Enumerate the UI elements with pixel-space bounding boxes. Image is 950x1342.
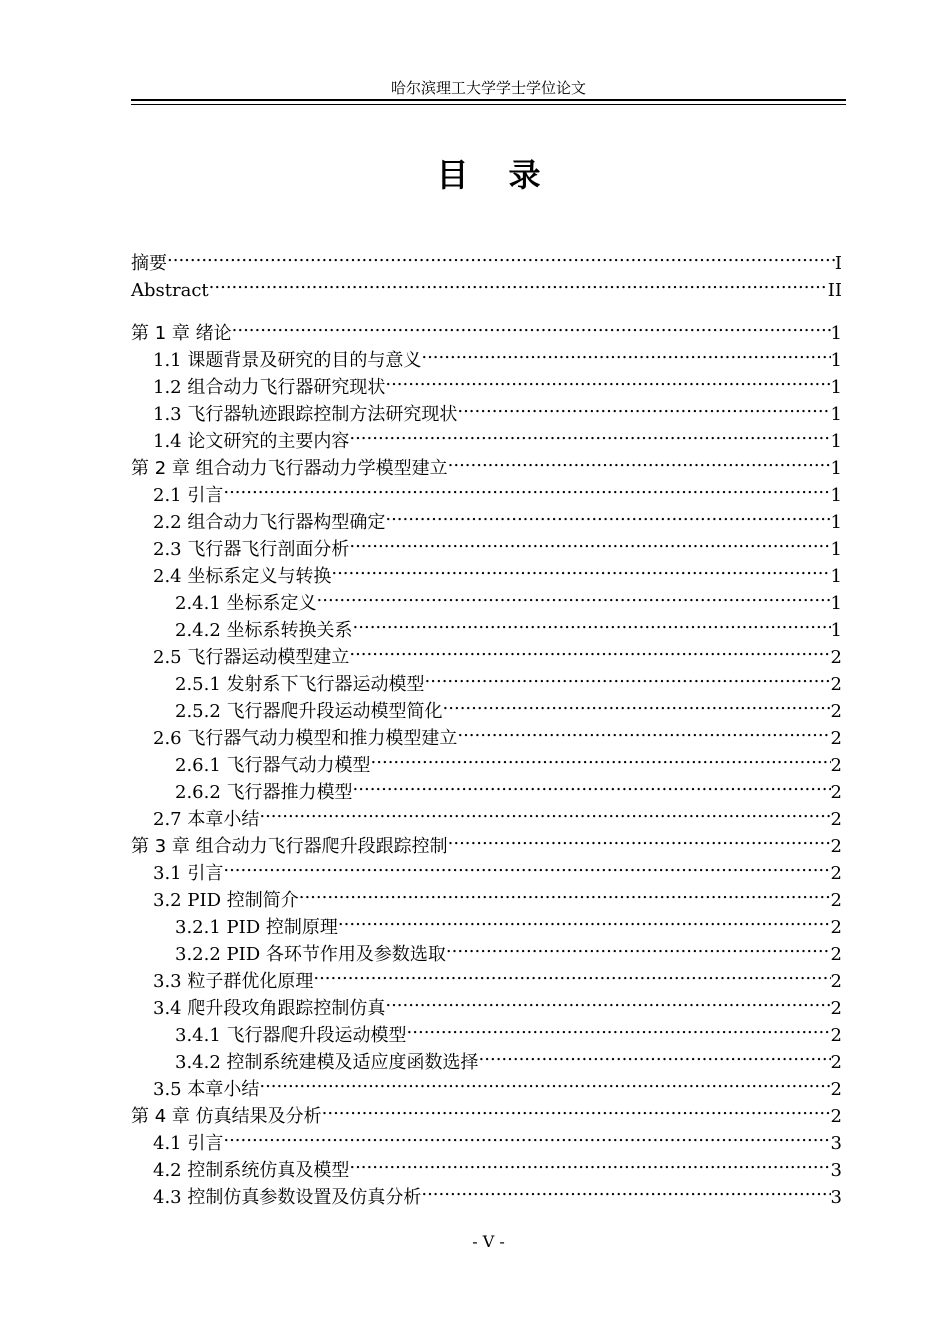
toc-entry-page: 2: [830, 647, 842, 668]
toc-leader-dots: [457, 717, 830, 744]
toc-leader-dots: [407, 1014, 831, 1041]
toc-entry-label: 4.3 控制仿真参数设置及仿真分析: [153, 1187, 422, 1208]
toc-leader-dots: [349, 636, 830, 663]
toc-entry[interactable]: [131, 501, 842, 533]
toc-entry-label: 1.3 飞行器轨迹跟踪控制方法研究现状: [153, 404, 458, 425]
toc-entry-page: 2: [830, 755, 842, 776]
page-title: 目录: [436, 156, 581, 194]
toc-leader-dots: [331, 555, 830, 582]
toc-entry-label: 2.5.2 飞行器爬升段运动模型简化: [175, 701, 443, 722]
toc-leader-dots: [338, 906, 831, 933]
toc-entry[interactable]: [131, 269, 842, 301]
toc-entry-label: 第 1 章 绪论: [131, 323, 232, 344]
toc-entry-label: 第 2 章 组合动力飞行器动力学模型建立: [131, 458, 448, 479]
toc-entry-label: 第 4 章 仿真结果及分析: [131, 1106, 322, 1127]
toc-entry-label: 2.6 飞行器气动力模型和推力模型建立: [153, 728, 458, 749]
running-header: 哈尔滨理工大学学士学位论文: [390, 79, 586, 97]
toc-entry-label: 2.4.2 坐标系转换关系: [175, 620, 353, 641]
toc-gap: [131, 296, 842, 312]
toc-entry-page: 2: [830, 1079, 842, 1100]
toc-entry-label: 第 3 章 组合动力飞行器爬升段跟踪控制: [131, 836, 448, 857]
toc-entry-label: 摘要: [131, 253, 167, 274]
toc-leader-dots: [349, 528, 830, 555]
toc-entry[interactable]: [131, 1122, 842, 1154]
toc-entry-page: 2: [830, 917, 842, 938]
toc-entry-page: 2: [830, 890, 842, 911]
toc-entry[interactable]: [131, 1149, 842, 1181]
toc-leader-dots: [353, 771, 831, 798]
toc-leader-dots: [232, 312, 831, 339]
toc-entry-page: 1: [830, 404, 842, 425]
toc-entry-label: 1.1 课题背景及研究的目的与意义: [153, 350, 422, 371]
toc-entry-page: 1: [830, 377, 842, 398]
toc-entry-page: 1: [830, 485, 842, 506]
toc-leader-dots: [259, 1068, 830, 1095]
toc-entry[interactable]: [131, 852, 842, 884]
toc-entry-page: 1: [830, 431, 842, 452]
header-rule-thick: [131, 99, 846, 101]
toc-entry-page: 2: [830, 728, 842, 749]
toc-leader-dots: [457, 393, 830, 420]
toc-leader-dots: [421, 339, 830, 366]
toc-entry-page: 1: [830, 458, 842, 479]
toc-leader-dots: [353, 609, 831, 636]
toc-entry-page: 1: [830, 620, 842, 641]
toc-entry-label: 2.6.2 飞行器推力模型: [175, 782, 353, 803]
toc-entry-page: 2: [830, 971, 842, 992]
toc-entry-label: 2.6.1 飞行器气动力模型: [175, 755, 371, 776]
toc-entry[interactable]: [131, 242, 842, 274]
toc-leader-dots: [223, 1122, 830, 1149]
toc-entry-page: 3: [830, 1160, 842, 1181]
toc-entry-label: 2.5.1 发射系下飞行器运动模型: [175, 674, 425, 695]
toc-entry-label: 2.4 坐标系定义与转换: [153, 566, 332, 587]
toc-entry-page: 2: [830, 863, 842, 884]
toc-leader-dots: [223, 474, 830, 501]
toc-entry-label: 1.2 组合动力飞行器研究现状: [153, 377, 386, 398]
toc-leader-dots: [371, 744, 831, 771]
toc-entry-label: 3.2.1 PID 控制原理: [175, 917, 338, 938]
toc-entry[interactable]: [131, 312, 842, 344]
toc-leader-dots: [299, 879, 831, 906]
toc-leader-dots: [209, 269, 828, 296]
toc-entry[interactable]: [131, 879, 842, 911]
toc-entry-page: 1: [830, 539, 842, 560]
toc-entry-label: 3.1 引言: [153, 863, 224, 884]
toc-leader-dots: [223, 852, 830, 879]
toc-leader-dots: [322, 1095, 831, 1122]
toc-leader-dots: [443, 690, 831, 717]
toc-leader-dots: [313, 960, 830, 987]
toc-entry-label: 2.2 组合动力飞行器构型确定: [153, 512, 386, 533]
toc-entry-label: 1.4 论文研究的主要内容: [153, 431, 350, 452]
toc-entry-page: 2: [830, 782, 842, 803]
toc-entry-page: 2: [830, 1052, 842, 1073]
toc-entry-page: 2: [830, 998, 842, 1019]
toc-entry-label: Abstract: [131, 280, 209, 301]
toc-entry-label: 2.5 飞行器运动模型建立: [153, 647, 350, 668]
toc-entry-page: 3: [830, 1187, 842, 1208]
toc-entry-page: 2: [830, 1025, 842, 1046]
toc-entry-label: 2.4.1 坐标系定义: [175, 593, 317, 614]
toc-leader-dots: [385, 366, 830, 393]
table-of-contents: [131, 242, 842, 1208]
toc-entry-page: II: [827, 280, 842, 301]
toc-leader-dots: [167, 242, 835, 269]
toc-entry-label: 2.7 本章小结: [153, 809, 260, 830]
toc-entry-label: 3.2.2 PID 各环节作用及参数选取: [175, 944, 446, 965]
toc-leader-dots: [421, 1176, 830, 1203]
toc-entry-label: 2.3 飞行器飞行剖面分析: [153, 539, 350, 560]
toc-entry-label: 3.5 本章小结: [153, 1079, 260, 1100]
toc-leader-dots: [349, 1149, 830, 1176]
toc-entry-page: 2: [830, 674, 842, 695]
page-number: - V -: [472, 1232, 505, 1251]
toc-entry-label: 2.1 引言: [153, 485, 224, 506]
toc-leader-dots: [385, 501, 830, 528]
toc-entry-page: 2: [830, 1106, 842, 1127]
toc-entry-page: 1: [830, 512, 842, 533]
header-rule-thin: [131, 104, 846, 105]
toc-leader-dots: [448, 447, 831, 474]
toc-leader-dots: [446, 933, 831, 960]
toc-entry-page: 2: [830, 809, 842, 830]
toc-leader-dots: [448, 825, 831, 852]
toc-entry-label: 3.4.1 飞行器爬升段运动模型: [175, 1025, 407, 1046]
toc-entry-page: 2: [830, 701, 842, 722]
toc-entry-label: 3.2 PID 控制简介: [153, 890, 299, 911]
toc-leader-dots: [349, 420, 830, 447]
toc-entry-page: 3: [830, 1133, 842, 1154]
toc-leader-dots: [479, 1041, 831, 1068]
toc-entry-page: 1: [830, 593, 842, 614]
toc-entry-page: 1: [830, 350, 842, 371]
toc-entry-label: 4.2 控制系统仿真及模型: [153, 1160, 350, 1181]
toc-leader-dots: [317, 582, 831, 609]
toc-entry[interactable]: [131, 339, 842, 371]
toc-entry-page: 2: [830, 836, 842, 857]
toc-entry[interactable]: [131, 474, 842, 506]
toc-entry-page: I: [834, 253, 842, 274]
toc-leader-dots: [385, 987, 830, 1014]
toc-entry-page: 2: [830, 944, 842, 965]
toc-entry-page: 1: [830, 323, 842, 344]
toc-entry-label: 3.4.2 控制系统建模及适应度函数选择: [175, 1052, 479, 1073]
toc-entry-page: 1: [830, 566, 842, 587]
toc-entry-label: 3.3 粒子群优化原理: [153, 971, 314, 992]
toc-leader-dots: [259, 798, 830, 825]
toc-entry-label: 4.1 引言: [153, 1133, 224, 1154]
toc-entry-label: 3.4 爬升段攻角跟踪控制仿真: [153, 998, 386, 1019]
toc-leader-dots: [425, 663, 831, 690]
